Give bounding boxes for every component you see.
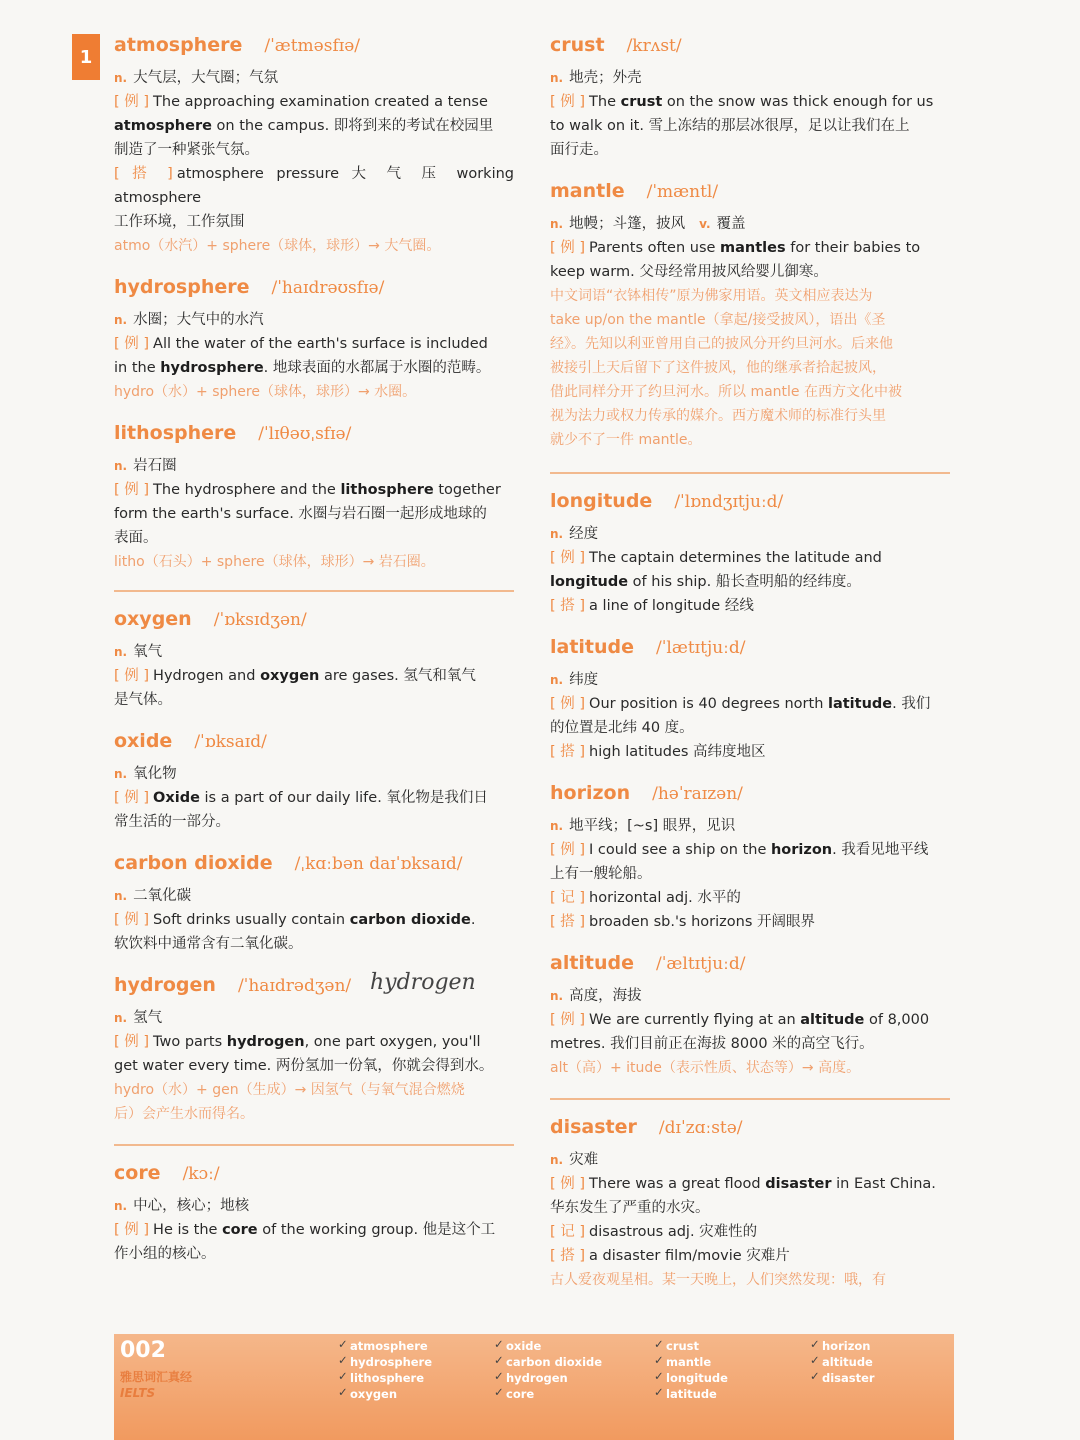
- entry-core: [114, 1162, 514, 1266]
- headword: longitude: [550, 490, 653, 512]
- culture-note: take up/on the mantle（拿起/接受披风），语出《圣: [550, 312, 886, 328]
- etymology: hydro（水）+ sphere（球体，球形）→ 水圈。: [114, 384, 417, 400]
- collocation-text: a line of longitude 经线: [589, 598, 754, 614]
- example-text: 软饮料中通常含有二氧化碳。: [114, 936, 303, 952]
- headword: mantle: [550, 180, 625, 202]
- part-of-speech: n.: [550, 673, 564, 687]
- example-text: on the snow was thick enough for us: [662, 94, 934, 110]
- example-keyword: mantles: [720, 240, 786, 256]
- entry-horizon: [550, 782, 950, 934]
- section-divider: [114, 1144, 514, 1146]
- part-of-speech: n.: [114, 459, 128, 473]
- example-tag: [ 例 ]: [114, 668, 150, 684]
- example-tag: [ 例 ]: [550, 94, 586, 110]
- memory-text: horizontal adj. 水平的: [589, 890, 741, 906]
- culture-note: 被接引上天后留下了这件披风，他的继承者拾起披风，: [550, 360, 886, 376]
- collocation-tag: [ 搭 ]: [550, 914, 586, 930]
- book-title: 雅思词汇真经: [120, 1370, 193, 1384]
- example-text: All the water of the earth's surface is included: [153, 336, 488, 352]
- index-word: ✓ oxygen: [350, 1386, 432, 1402]
- culture-note: 借此同样分开了约旦河水。所以 mantle 在西方文化中被: [550, 384, 902, 400]
- pronunciation: /ˈhaɪdrəʊsfɪə/: [271, 278, 385, 298]
- headword: lithosphere: [114, 422, 237, 444]
- collocation-tag: [ 搭 ]: [114, 166, 173, 182]
- index-word: ✓ oxide: [506, 1338, 602, 1354]
- etymology: atmo（水汽）+ sphere（球体，球形）→ 大气圈。: [114, 238, 441, 254]
- definition: 大气层，大气圈；气氛: [133, 70, 279, 86]
- example-text: for their babies to: [785, 240, 921, 256]
- part-of-speech: n.: [550, 989, 564, 1003]
- entry-mantle: [550, 180, 950, 452]
- example-text: in East China.: [831, 1176, 936, 1192]
- example-text: 表面。: [114, 530, 158, 546]
- entry-oxygen: [114, 608, 514, 712]
- example-text: of 8,000: [864, 1012, 930, 1028]
- example-text: of the working group. 他是这个工: [257, 1222, 496, 1238]
- entry-atmosphere: [114, 34, 514, 258]
- pronunciation: /ˈɒksɪdʒən/: [213, 610, 307, 630]
- example-text: 的位置是北纬 40 度。: [550, 720, 694, 736]
- definition: 纬度: [569, 672, 599, 688]
- index-word: ✓ altitude: [822, 1354, 875, 1370]
- example-tag: [ 例 ]: [550, 1176, 586, 1192]
- example-tag: [ 例 ]: [114, 336, 150, 352]
- definition: 灾难: [569, 1152, 599, 1168]
- definition: 地平线；[~s] 眼界，见识: [569, 818, 736, 834]
- entry-hydrogen: [114, 970, 514, 1126]
- example-text: keep warm. 父母经常用披风给婴儿御寒。: [550, 264, 828, 280]
- pronunciation: /ˈɒksaɪd/: [194, 732, 267, 752]
- example-text: 作小组的核心。: [114, 1246, 216, 1262]
- part-of-speech: n.: [114, 889, 128, 903]
- etymology: alt（高）+ itude（表示性质、状态等）→ 高度。: [550, 1060, 861, 1076]
- memory-tag: [ 记 ]: [550, 1224, 586, 1240]
- example-text: 常生活的一部分。: [114, 814, 230, 830]
- page-footer: [114, 1334, 954, 1440]
- example-text: . 我们: [892, 696, 931, 712]
- headword: horizon: [550, 782, 631, 804]
- pronunciation: /dɪˈzɑːstə/: [658, 1118, 743, 1138]
- right-column: [550, 34, 950, 1292]
- entry-latitude: [550, 636, 950, 764]
- index-word: ✓ lithosphere: [350, 1370, 432, 1386]
- example-text: The captain determines the latitude and: [589, 550, 882, 566]
- index-word: ✓ latitude: [666, 1386, 728, 1402]
- example-keyword: hydrosphere: [160, 360, 264, 376]
- example-tag: [ 例 ]: [114, 1034, 150, 1050]
- example-keyword: altitude: [800, 1012, 865, 1028]
- index-word: ✓ longitude: [666, 1370, 728, 1386]
- entry-carbon-dioxide: [114, 852, 514, 956]
- example-text: metres. 我们目前正在海拔 8000 米的高空飞行。: [550, 1036, 874, 1052]
- example-text: 制造了一种紧张气氛。: [114, 142, 259, 158]
- memory-tag: [ 记 ]: [550, 890, 586, 906]
- headword: atmosphere: [114, 34, 243, 56]
- index-word: ✓ core: [506, 1386, 602, 1402]
- definition: 中心，核心；地核: [133, 1198, 250, 1214]
- word-index-list: [350, 1338, 432, 1402]
- example-text: , one part oxygen, you'll: [304, 1034, 481, 1050]
- example-text: Our position is 40 degrees north: [589, 696, 828, 712]
- collocation-tag: [ 搭 ]: [550, 598, 586, 614]
- example-text: Soft drinks usually contain: [153, 912, 350, 928]
- example-text: The hydrosphere and the: [153, 482, 341, 498]
- page-number: 002: [120, 1338, 166, 1363]
- index-word: ✓ disaster: [822, 1370, 875, 1386]
- book-subtitle: IELTS: [120, 1386, 156, 1400]
- example-tag: [ 例 ]: [550, 240, 586, 256]
- example-tag: [ 例 ]: [114, 94, 150, 110]
- example-keyword: horizon: [770, 842, 833, 858]
- example-text: get water every time. 两份氢加一份氧，你就会得到水。: [114, 1058, 494, 1074]
- example-text: 是气体。: [114, 692, 172, 708]
- entry-longitude: [550, 490, 950, 618]
- part-of-speech: n.: [114, 645, 128, 659]
- part-of-speech: n.: [550, 217, 564, 231]
- culture-note: 就少不了一件 mantle。: [550, 432, 702, 448]
- example-text: 面行走。: [550, 142, 608, 158]
- example-tag: [ 例 ]: [114, 790, 150, 806]
- entry-hydrosphere: [114, 276, 514, 404]
- example-keyword: latitude: [828, 696, 893, 712]
- left-column: [114, 34, 514, 1266]
- definition: 经度: [569, 526, 599, 542]
- part-of-speech: n.: [114, 1011, 128, 1025]
- part-of-speech: n.: [114, 313, 128, 327]
- section-divider: [550, 1098, 950, 1100]
- example-tag: [ 例 ]: [114, 482, 150, 498]
- etymology: 后）会产生水而得名。: [114, 1106, 254, 1122]
- culture-note: 视为法力或权力传承的媒介。西方魔术师的标准行头里: [550, 408, 886, 424]
- definition: 覆盖: [716, 216, 746, 232]
- example-keyword: hydrogen: [226, 1034, 305, 1050]
- example-text: We are currently flying at an: [589, 1012, 801, 1028]
- pronunciation: /ˈmæntl/: [646, 182, 719, 202]
- definition: 水圈；大气中的水汽: [133, 312, 264, 328]
- collocation-text: 工作环境，工作氛围: [114, 214, 245, 230]
- example-text: I could see a ship on the: [589, 842, 771, 858]
- example-text: 上有一艘轮船。: [550, 866, 652, 882]
- example-text: The approaching examination created a tense: [153, 94, 488, 110]
- culture-note: 经》。先知以利亚曾用自己的披风分开约旦河水。后来他: [550, 336, 893, 352]
- example-text: Hydrogen and: [153, 668, 261, 684]
- collocation-text: atmosphere pressure 大 气 压 working atmosphere: [114, 166, 514, 206]
- headword: hydrogen: [114, 974, 216, 996]
- example-text: are gases. 氢气和氧气: [319, 668, 476, 684]
- example-text: to walk on it. 雪上冻结的那层冰很厚，足以让我们在上: [550, 118, 910, 134]
- pronunciation: /ˈlɒndʒɪtjuːd/: [674, 492, 784, 512]
- example-keyword: Oxide: [153, 790, 200, 806]
- section-divider: [550, 472, 950, 474]
- example-keyword: disaster: [765, 1176, 832, 1192]
- example-text: in the: [114, 360, 161, 376]
- example-text: Parents often use: [589, 240, 721, 256]
- headword: hydrosphere: [114, 276, 250, 298]
- example-tag: [ 例 ]: [550, 1012, 586, 1028]
- part-of-speech: n.: [550, 71, 564, 85]
- culture-note: 古人爱夜观星相。某一天晚上，人们突然发现：哦，有: [550, 1272, 886, 1288]
- example-text: . 我看见地平线: [832, 842, 929, 858]
- part-of-speech: n.: [114, 71, 128, 85]
- example-text: .: [470, 912, 476, 928]
- word-index-list: [666, 1338, 728, 1402]
- index-word: ✓ horizon: [822, 1338, 875, 1354]
- collocation-text: broaden sb.'s horizons 开阔眼界: [589, 914, 815, 930]
- example-text: 华东发生了严重的水灾。: [550, 1200, 710, 1216]
- definition: 氢气: [133, 1010, 163, 1026]
- etymology: litho（石头）+ sphere（球体，球形）→ 岩石圈。: [114, 554, 435, 570]
- index-word: ✓ hydrogen: [506, 1370, 602, 1386]
- collocation-text: a disaster film/movie 灾难片: [589, 1248, 790, 1264]
- example-tag: [ 例 ]: [114, 1222, 150, 1238]
- index-word: ✓ hydrosphere: [350, 1354, 432, 1370]
- collocation-tag: [ 搭 ]: [550, 1248, 586, 1264]
- word-index-list: [506, 1338, 602, 1402]
- headword: oxygen: [114, 608, 192, 630]
- example-text: The: [589, 94, 621, 110]
- part-of-speech: v.: [699, 217, 711, 231]
- memory-text: disastrous adj. 灾难性的: [589, 1224, 758, 1240]
- example-tag: [ 例 ]: [550, 550, 586, 566]
- section-divider: [114, 590, 514, 592]
- headword: latitude: [550, 636, 635, 658]
- headword: carbon dioxide: [114, 852, 273, 874]
- example-keyword: longitude: [550, 574, 629, 590]
- example-text: He is the: [153, 1222, 223, 1238]
- example-keyword: lithosphere: [340, 482, 434, 498]
- part-of-speech: n.: [114, 1199, 128, 1213]
- example-tag: [ 例 ]: [550, 842, 586, 858]
- pronunciation: /ˌkɑːbən daɪˈɒksaɪd/: [294, 854, 463, 874]
- headword: disaster: [550, 1116, 637, 1138]
- pronunciation: /ˈhaɪdrədʒən/: [237, 976, 352, 996]
- pronunciation: /həˈraɪzən/: [652, 784, 743, 804]
- example-tag: [ 例 ]: [550, 696, 586, 712]
- pronunciation: /ˈætməsfɪə/: [264, 36, 360, 56]
- pronunciation: /ˈlætɪtjuːd/: [656, 638, 746, 658]
- pronunciation: /ˈlɪθəʊˌsfɪə/: [258, 424, 352, 444]
- pronunciation: /kɔː/: [182, 1164, 220, 1184]
- example-keyword: core: [222, 1222, 258, 1238]
- example-text: of his ship. 船长查明船的经纬度。: [628, 574, 861, 590]
- example-text: on the campus. 即将到来的考试在校园里: [211, 118, 494, 134]
- entry-crust: [550, 34, 950, 162]
- chapter-badge: 1: [72, 34, 100, 80]
- definition: 二氧化碳: [133, 888, 192, 904]
- pronunciation: /krʌst/: [626, 36, 682, 56]
- definition: 岩石圈: [133, 458, 177, 474]
- headword: altitude: [550, 952, 635, 974]
- example-keyword: carbon dioxide: [349, 912, 471, 928]
- entry-disaster: [550, 1116, 950, 1292]
- example-text: There was a great flood: [589, 1176, 766, 1192]
- headword: crust: [550, 34, 605, 56]
- part-of-speech: n.: [550, 527, 564, 541]
- entry-oxide: [114, 730, 514, 834]
- example-text: Two parts: [153, 1034, 227, 1050]
- index-word: ✓ atmosphere: [350, 1338, 432, 1354]
- definition: 高度，海拔: [569, 988, 642, 1004]
- example-text: is a part of our daily life. 氧化物是我们日: [199, 790, 488, 806]
- index-word: ✓ crust: [666, 1338, 728, 1354]
- entry-altitude: [550, 952, 950, 1080]
- definition: 地壳；外壳: [569, 70, 642, 86]
- part-of-speech: n.: [550, 819, 564, 833]
- example-text: form the earth's surface. 水圈与岩石圈一起形成地球的: [114, 506, 487, 522]
- collocation-tag: [ 搭 ]: [550, 744, 586, 760]
- etymology: hydro（水）+ gen（生成）→ 因氢气（与氧气混合燃烧: [114, 1082, 465, 1098]
- headword: core: [114, 1162, 161, 1184]
- part-of-speech: n.: [114, 767, 128, 781]
- index-word: ✓ mantle: [666, 1354, 728, 1370]
- entry-lithosphere: [114, 422, 514, 574]
- example-text: together: [433, 482, 501, 498]
- example-keyword: atmosphere: [114, 118, 212, 134]
- example-tag: [ 例 ]: [114, 912, 150, 928]
- part-of-speech: n.: [550, 1153, 564, 1167]
- definition: 氧化物: [133, 766, 177, 782]
- collocation-text: high latitudes 高纬度地区: [589, 744, 766, 760]
- index-word: ✓ carbon dioxide: [506, 1354, 602, 1370]
- word-index-list: [822, 1338, 875, 1386]
- pronunciation: /ˈæltɪtjuːd/: [656, 954, 746, 974]
- example-text: . 地球表面的水都属于水圈的范畴。: [263, 360, 491, 376]
- culture-note: 中文词语“衣钵相传”原为佛家用语。英文相应表达为: [550, 288, 873, 304]
- headword: oxide: [114, 730, 173, 752]
- example-keyword: crust: [620, 94, 663, 110]
- example-keyword: oxygen: [260, 668, 320, 684]
- definition: 地幔；斗篷，披风: [569, 216, 686, 232]
- definition: 氧气: [133, 644, 163, 660]
- handwritten-note: hydrogen: [370, 970, 476, 995]
